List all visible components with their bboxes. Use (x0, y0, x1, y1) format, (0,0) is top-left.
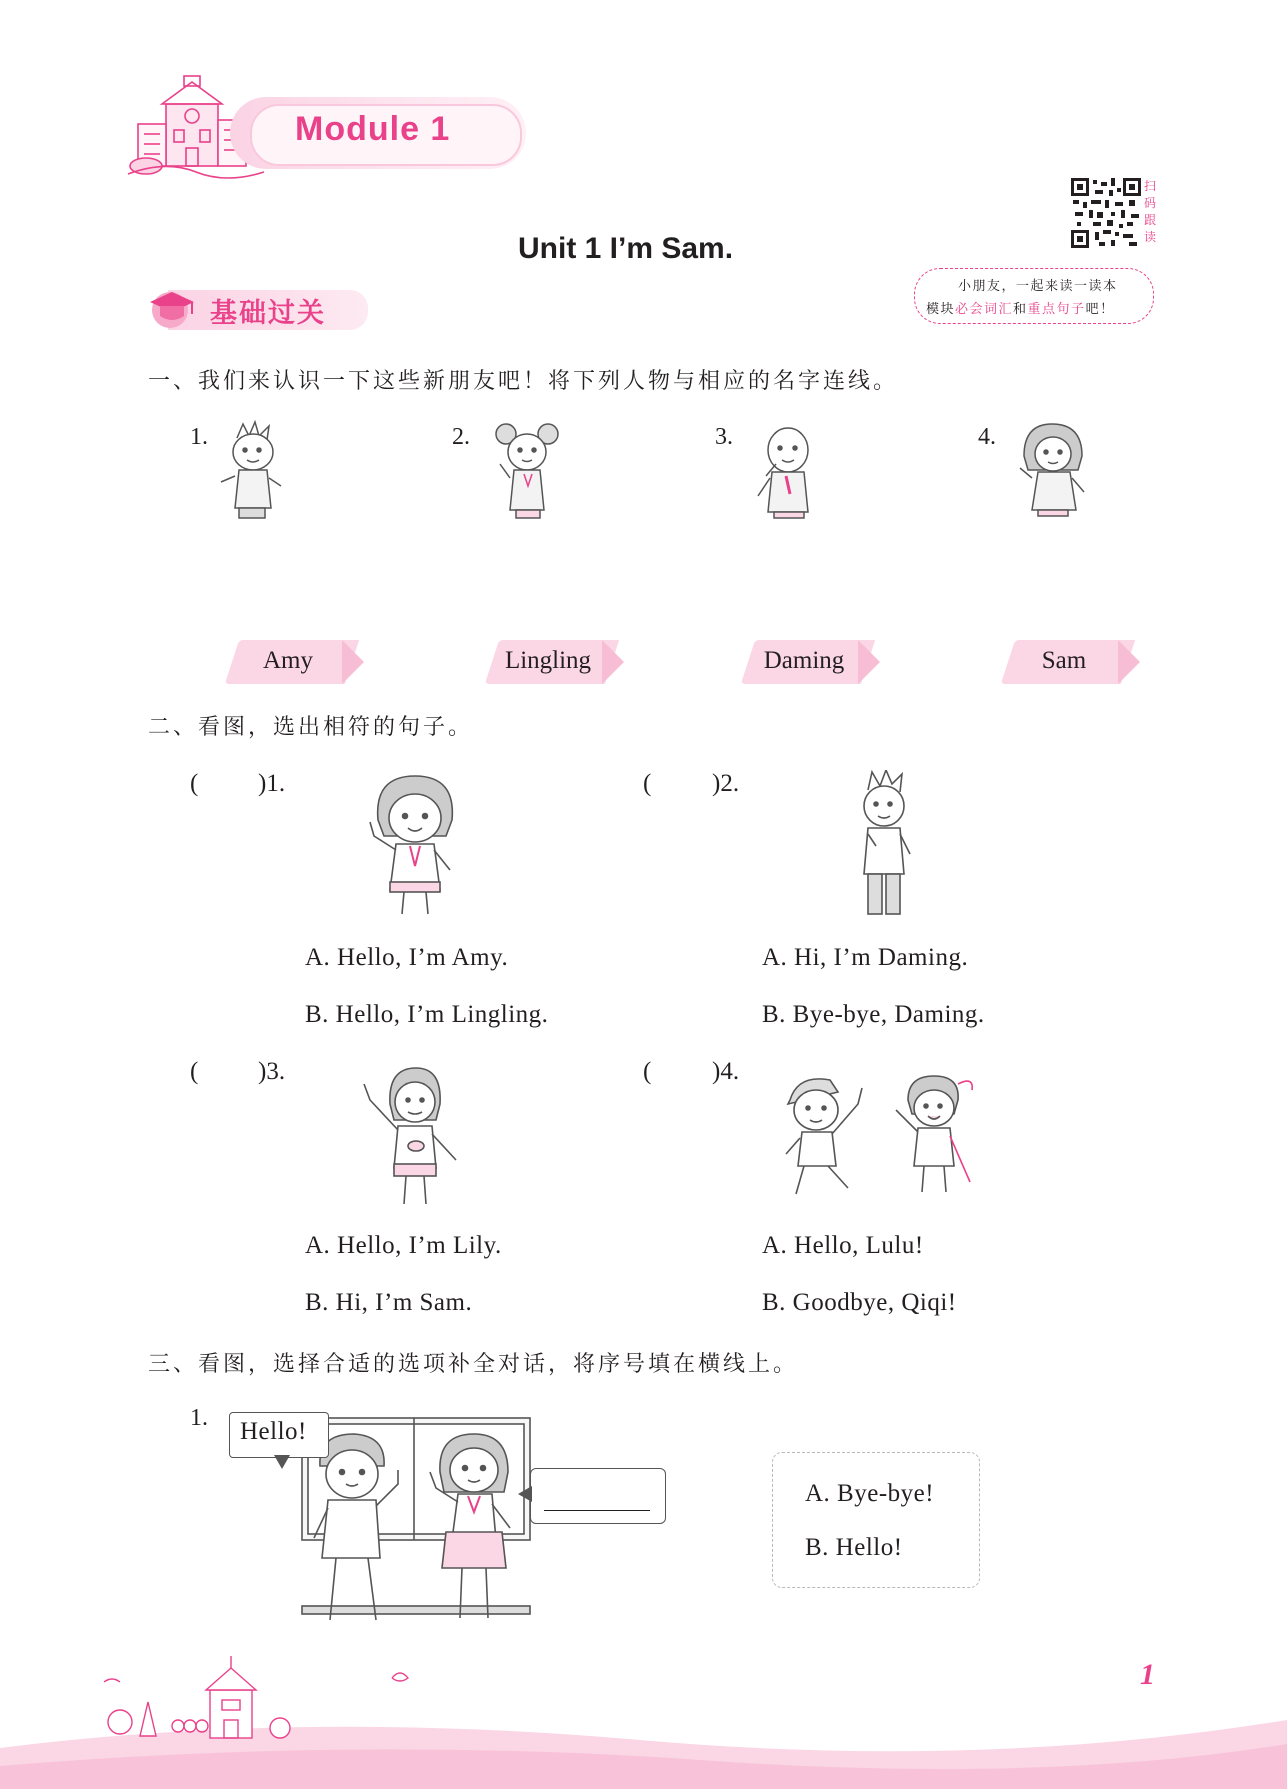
answer-paren-open[interactable]: ( (643, 1058, 652, 1085)
character-lingling-icon (488, 420, 568, 520)
girl-lily-icon (350, 1064, 470, 1210)
name-lingling[interactable]: Lingling (504, 647, 592, 674)
speech-bubble-text: Hello! (240, 1418, 307, 1445)
item-number: 1. (190, 424, 208, 450)
part3-instruction: 三、看图，选择合适的选项补全对话，将序号填在横线上。 (148, 1352, 799, 1377)
item-number: )3. (258, 1058, 286, 1085)
footer-wave-decoration (0, 1640, 1287, 1789)
part2-instruction: 二、看图，选出相符的句子。 (148, 715, 474, 740)
character-daming-icon (748, 420, 828, 520)
tip-highlight-vocab: 必会词汇 (955, 302, 1014, 317)
answer-paren-open[interactable]: ( (190, 1058, 199, 1085)
tip-highlight-sentences: 重点句子 (1027, 302, 1086, 317)
character-sam-icon (215, 420, 295, 520)
qr-label-char: 码 (1144, 196, 1157, 210)
name-tag-fold (1118, 640, 1140, 684)
tip-text: 吧！ (1085, 302, 1115, 317)
page-number: 1 (1140, 1658, 1155, 1691)
item-number: 3. (715, 424, 733, 450)
section-tag: 基础过关 (210, 298, 326, 329)
item-number: )4. (712, 1058, 740, 1085)
two-kids-waving-icon (778, 1070, 988, 1200)
name-tag-fold (602, 640, 624, 684)
item-number: )2. (712, 770, 740, 797)
option-text[interactable]: A. Hello, Lulu! (762, 1232, 924, 1259)
tip-line-1: 小朋友，一起来读一读本 (958, 279, 1118, 294)
module-title: Module 1 (295, 110, 451, 148)
option-text[interactable]: B. Hi, I’m Sam. (305, 1289, 473, 1316)
options-box (772, 1452, 980, 1588)
name-sam[interactable]: Sam (1041, 647, 1087, 674)
qr-label-char: 读 (1144, 230, 1157, 244)
speech-bubble-tail (274, 1455, 290, 1469)
tip-line-2 (926, 298, 1115, 317)
girl-waving-icon (360, 770, 470, 920)
option-text[interactable]: A. Bye-bye! (805, 1480, 935, 1507)
character-amy-icon (1008, 420, 1098, 520)
answer-paren-open[interactable]: ( (190, 770, 199, 797)
option-text[interactable]: B. Hello! (805, 1534, 903, 1561)
qr-label-char: 跟 (1144, 213, 1157, 227)
option-text[interactable]: B. Bye-bye, Daming. (762, 1001, 985, 1028)
qr-code-icon[interactable] (1071, 178, 1141, 248)
qr-label-char: 扫 (1144, 179, 1157, 193)
item-number: 1. (190, 1405, 208, 1431)
option-text[interactable]: B. Goodbye, Qiqi! (762, 1289, 957, 1316)
option-text[interactable]: A. Hi, I’m Daming. (762, 944, 969, 971)
name-tag-fold (342, 640, 364, 684)
tip-text: 和 (1013, 302, 1028, 317)
name-amy[interactable]: Amy (263, 647, 313, 674)
part1-instruction: 一、我们来认识一下这些新朋友吧！将下列人物与相应的名字连线。 (148, 369, 899, 394)
unit-title: Unit 1 I’m Sam. (518, 232, 734, 265)
answer-bubble (530, 1468, 666, 1524)
item-number: 2. (452, 424, 470, 450)
name-daming[interactable]: Daming (763, 647, 845, 674)
answer-bubble-tail (518, 1486, 532, 1502)
tip-text: 模块 (926, 302, 956, 317)
option-text[interactable]: A. Hello, I’m Lily. (305, 1232, 502, 1259)
qr-label (1144, 178, 1158, 246)
item-number: )1. (258, 770, 286, 797)
answer-paren-open[interactable]: ( (643, 770, 652, 797)
graduation-cap-icon (146, 286, 198, 330)
option-text[interactable]: A. Hello, I’m Amy. (305, 944, 509, 971)
boy-standing-icon (840, 770, 930, 925)
name-tag-fold (858, 640, 880, 684)
answer-blank-line[interactable] (544, 1510, 650, 1511)
item-number: 4. (978, 424, 996, 450)
option-text[interactable]: B. Hello, I’m Lingling. (305, 1001, 549, 1028)
